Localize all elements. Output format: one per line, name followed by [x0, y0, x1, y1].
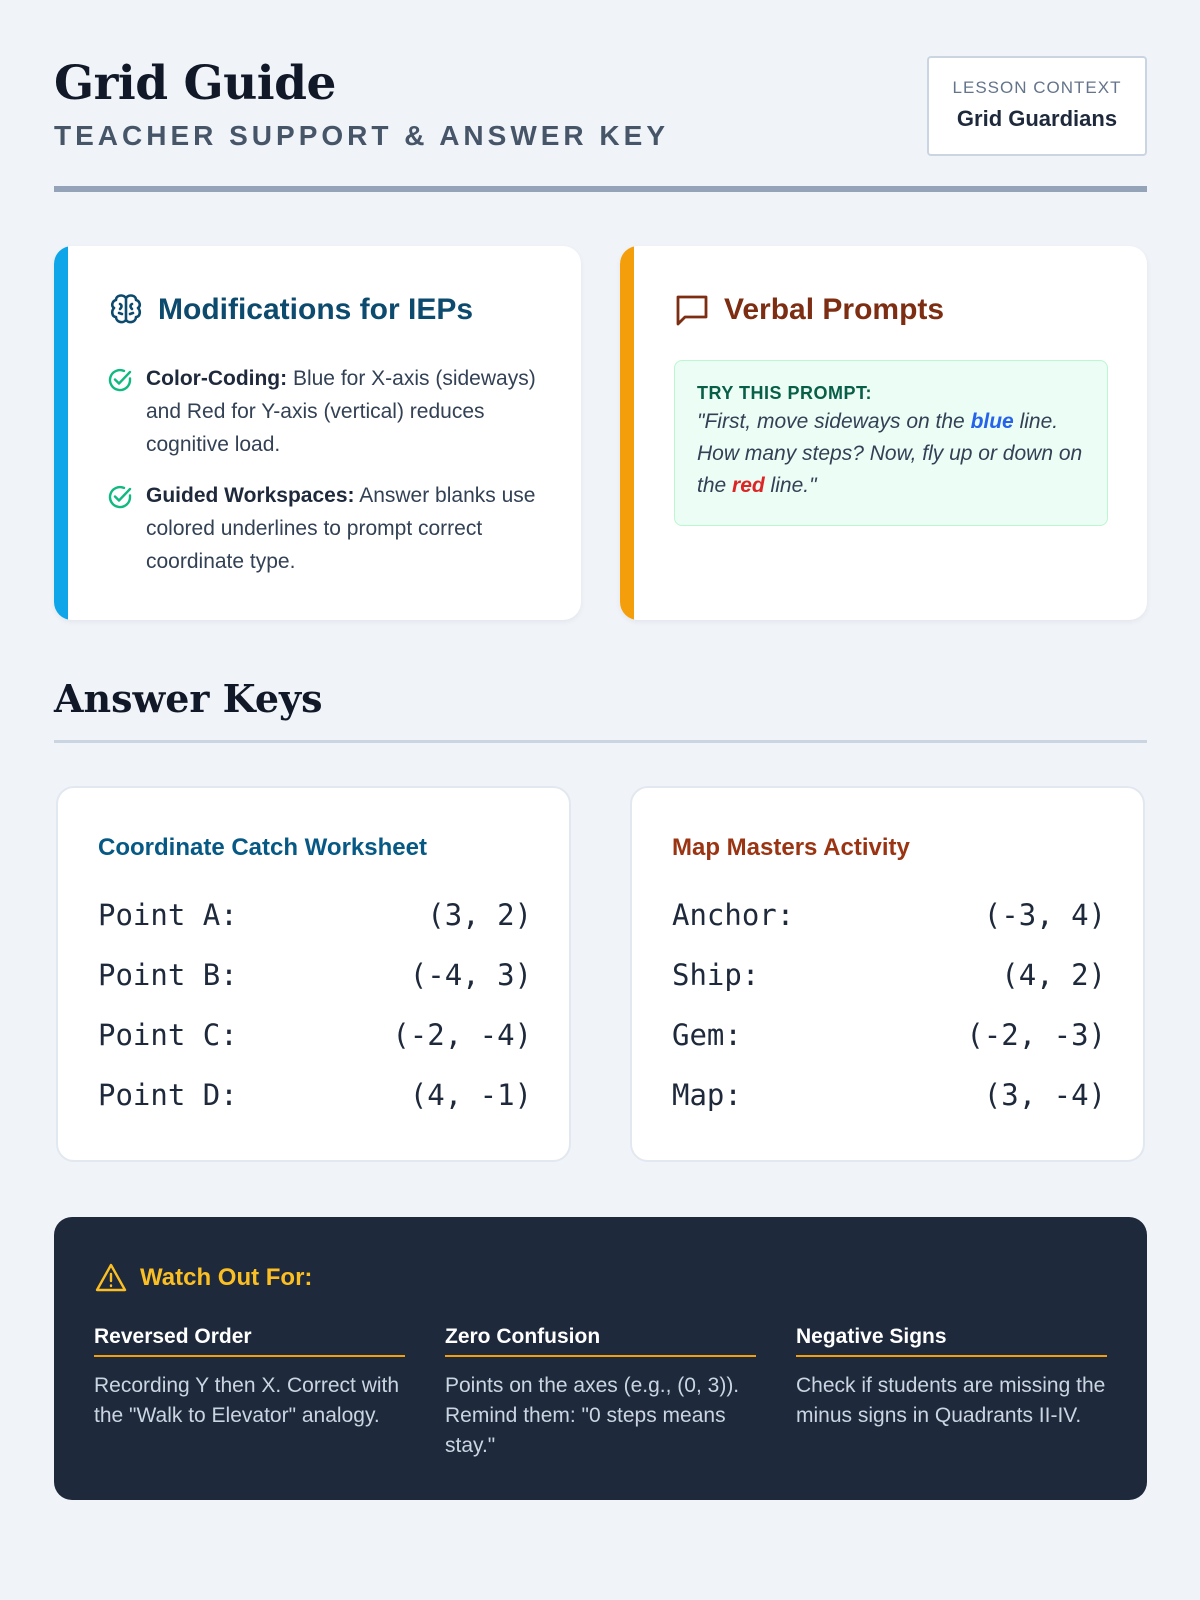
card-accent-bar: [620, 246, 634, 620]
answer-row: [672, 958, 1106, 1018]
iep-card-title: Modifications for IEPs: [158, 293, 474, 326]
iep-card-header: [106, 290, 473, 330]
prompt-red-word: red: [732, 474, 765, 497]
watch-out-panel: [54, 1217, 1147, 1500]
pitfall-text: Check if students are missing the minus signs in Quadrants II-IV.: [796, 1374, 1106, 1427]
iep-modifications-list: [106, 362, 546, 596]
answer-row: [98, 898, 532, 958]
activity-answers: [672, 898, 1106, 1138]
prompt-box: [674, 360, 1108, 526]
answer-label: Anchor:: [672, 898, 795, 932]
header-divider: [54, 186, 1147, 192]
warning-icon: [94, 1261, 128, 1295]
answer-row: [672, 898, 1106, 958]
modification-text: Blue for X-axis (sideways) and Red for Y-axis (vertical) reduces cognitive load.: [146, 367, 536, 456]
answer-value: (-2, -3): [966, 1018, 1106, 1052]
verbal-card-header: [672, 290, 944, 330]
worksheet-answer-key: [56, 786, 571, 1162]
iep-modifications-card: [54, 246, 581, 620]
answer-row: [98, 958, 532, 1018]
prompt-label: TRY THIS PROMPT:: [697, 383, 873, 403]
pitfall-heading: Negative Signs: [796, 1325, 1107, 1357]
page-header: [54, 56, 1147, 196]
list-item: [106, 362, 546, 461]
answer-row: [672, 1018, 1106, 1078]
answer-label: Ship:: [672, 958, 760, 992]
modification-term: Color-Coding:: [146, 367, 288, 390]
pitfall-item: [445, 1325, 756, 1461]
answer-row: [98, 1018, 532, 1078]
brain-icon: [106, 290, 146, 330]
pitfall-item: [94, 1325, 405, 1461]
list-item: [106, 479, 546, 578]
modification-text: Answer blanks use colored underlines to prompt correct coordinate type.: [146, 484, 536, 573]
lesson-context-box: [927, 56, 1147, 156]
verbal-prompts-card: [620, 246, 1147, 620]
activity-answer-key: [630, 786, 1145, 1162]
pitfall-heading: Zero Confusion: [445, 1325, 756, 1357]
pitfall-text: Points on the axes (e.g., (0, 3)). Remind them: "0 steps means stay.": [445, 1374, 740, 1457]
speech-bubble-icon: [672, 290, 712, 330]
modification-term: Guided Workspaces:: [146, 484, 355, 507]
answer-value: (4, 2): [1001, 958, 1106, 992]
watch-out-header: [94, 1261, 312, 1295]
watch-out-title: Watch Out For:: [140, 1264, 313, 1291]
lesson-context-value: Grid Guardians: [956, 106, 1118, 131]
answer-row: [98, 1078, 532, 1138]
check-circle-icon: [106, 366, 134, 394]
lesson-context-label: LESSON CONTEXT: [952, 78, 1122, 97]
answer-value: (3, -4): [983, 1078, 1106, 1112]
pitfall-text: Recording Y then X. Correct with the "Walk to Elevator" analogy.: [94, 1374, 400, 1427]
answer-label: Point C:: [98, 1018, 238, 1052]
worksheet-title: Coordinate Catch Worksheet: [98, 834, 427, 861]
activity-title: Map Masters Activity: [672, 834, 910, 861]
page-subtitle: TEACHER SUPPORT & ANSWER KEY: [54, 120, 670, 151]
prompt-blue-word: blue: [970, 410, 1014, 433]
answer-label: Point D:: [98, 1078, 238, 1112]
answer-label: Point A:: [98, 898, 238, 932]
verbal-card-title: Verbal Prompts: [724, 293, 945, 326]
answer-label: Point B:: [98, 958, 238, 992]
answer-keys-divider: [54, 740, 1147, 743]
pitfall-heading: Reversed Order: [94, 1325, 405, 1357]
answer-row: [672, 1078, 1106, 1138]
answer-value: (-4, 3): [409, 958, 532, 992]
card-accent-bar: [54, 246, 68, 620]
answer-label: Gem:: [672, 1018, 742, 1052]
prompt-text: "First, move sideways on the blue line. How many steps? Now, fly up or down on the red line.": [697, 410, 1083, 497]
watch-out-columns: [94, 1325, 1107, 1461]
answer-keys-title: Answer Keys: [54, 676, 323, 721]
pitfall-item: [796, 1325, 1107, 1461]
answer-value: (3, 2): [427, 898, 532, 932]
answer-label: Map:: [672, 1078, 742, 1112]
answer-value: (4, -1): [409, 1078, 532, 1112]
answer-value: (-3, 4): [983, 898, 1106, 932]
check-circle-icon: [106, 483, 134, 511]
worksheet-answers: [98, 898, 532, 1138]
page-title: Grid Guide: [54, 56, 336, 111]
answer-value: (-2, -4): [392, 1018, 532, 1052]
